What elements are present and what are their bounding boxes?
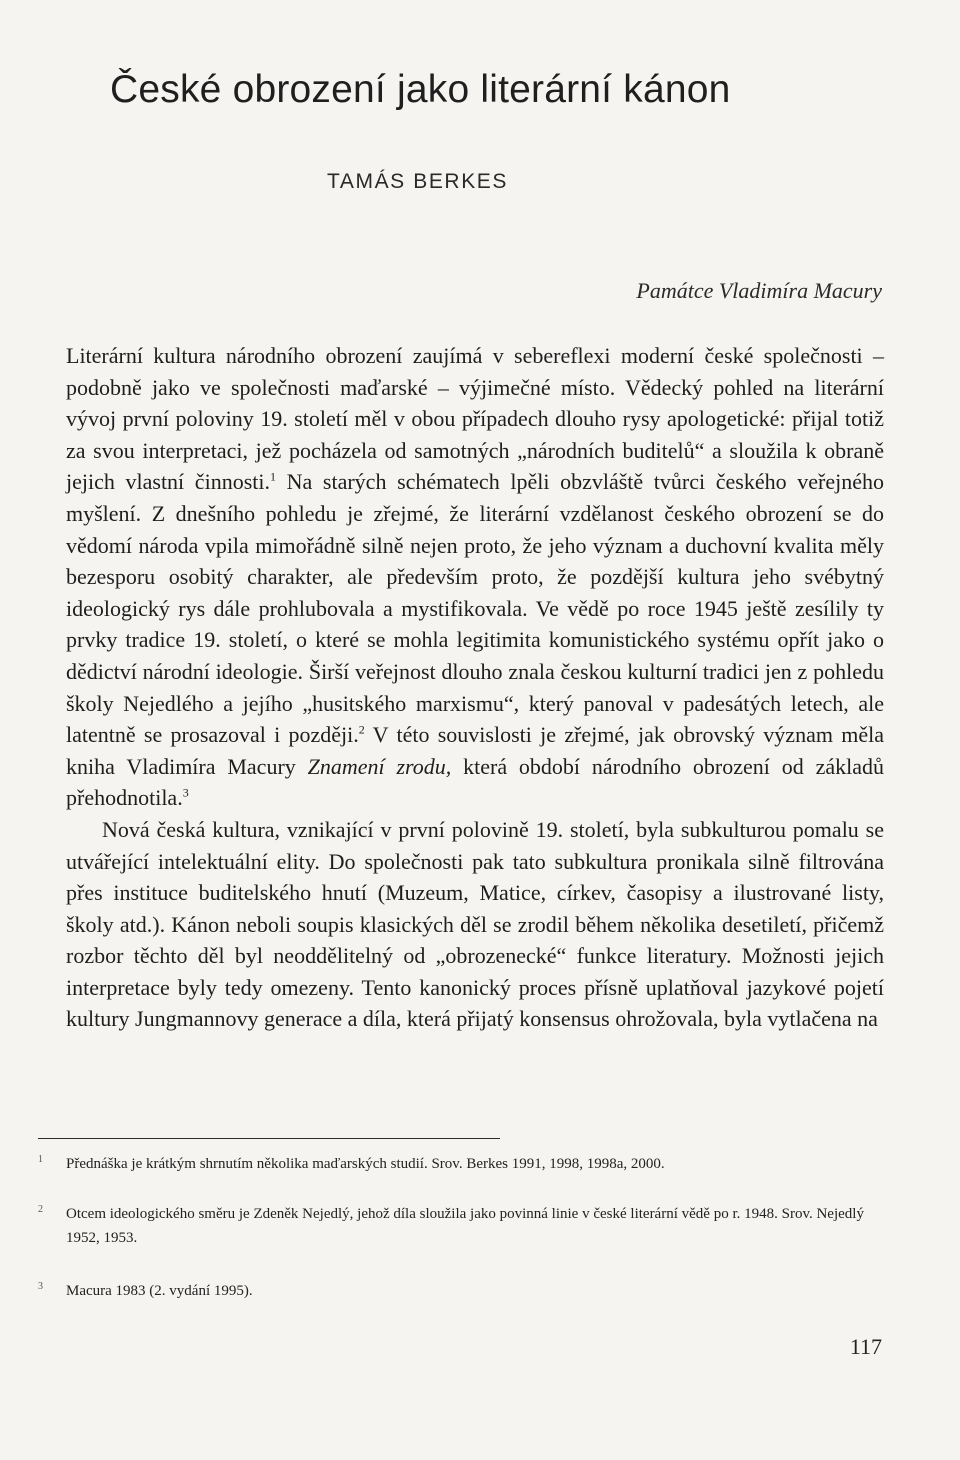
footnote-reference[interactable]: 3 (182, 785, 189, 800)
footnote-3 (38, 1279, 886, 1303)
paragraph-text: Nová česká kultura, vznikající v první polovině 19. století, byla subkulturou pomalu se utvářející intelektuální elity. Do společnosti pak tato subkultura pronikala silně filtrována přes instituce buditelského hnutí (Muzeum, Matice, církev, časopisy a ilustrované listy, školy atd.). Kánon neboli soupis klasických děl se zrodil během několika desetiletí, přičemž rozbor těchto děl byl neoddělitelný od „obrozenecké“ funkce literatury. Možnosti jejich interpretace byly tedy omezeny. Tento kanonický proces přísně uplatňoval jazykové pojetí kultury Jungmannovy generace a díla, která přijatý konsensus ohrožovala, byla vytlačena na (66, 816, 884, 1032)
body-paragraph (66, 340, 884, 814)
footnote-marker: 1 (38, 1154, 43, 1165)
author-name: TAMÁS BERKES (327, 170, 509, 193)
footnote-2 (38, 1202, 886, 1250)
footnote-text: Macura 1983 (2. vydání 1995). (66, 1283, 253, 1299)
footnote-text: Přednáška je krátkým shrnutím několika maďarských studií. Srov. Berkes 1991, 1998, 1998a, 2000. (66, 1156, 665, 1172)
footnote-1 (38, 1152, 886, 1176)
paragraph-text: která období národního obrození od základů přehodnotila. (66, 753, 884, 811)
body-paragraph (66, 814, 884, 1035)
article-title: České obrození jako literární kánon (110, 68, 731, 111)
footnote-reference[interactable]: 1 (269, 470, 276, 485)
paragraph-text: V této souvislosti je zřejmé, jak obrovský význam měla kniha Vladimíra Macury (66, 722, 884, 779)
page-number: 117 (849, 1334, 882, 1359)
footnote-reference[interactable]: 2 (358, 722, 365, 737)
article-body (66, 340, 884, 1035)
footnote-separator (38, 1138, 500, 1139)
footnote-marker: 3 (38, 1281, 43, 1292)
footnote-text: Otcem ideologického směru je Zdeněk Nejedlý, jehož díla sloužila jako povinná linie v české literární vědě po r. 1948. Srov. Nejedlý 1952, 1953. (66, 1206, 864, 1246)
paragraph-text: Na starých schématech lpěli obzvláště tvůrci českého veřejného myšlení. Z dnešního pohledu je zřejmé, že literární vzdělanost českého obrození se do vědomí národa vpila mimořádně silně nejen proto, že jeho význam a duchovní kvalita měly bezesporu osobitý charakter, ale především proto, že pozdější kultura jeho svébytný ideologický rys dále prohlubovala a mystifikovala. Ve vědě po roce 1945 ještě zesílily ty prvky tradice 19. století, o které se mohla legitimita komunistického systému opřít jako o dědictví národní ideologie. Širší veřejnost dlouho znala českou kulturní tradici jen z pohledu školy Nejedlého a jejího „husitského marxismu“, který panoval v padesátých letech, ale latentně se prosazoval i později. (66, 469, 884, 748)
dedication: Památce Vladimíra Macury (636, 278, 882, 303)
footnote-marker: 2 (38, 1204, 43, 1215)
paragraph-text: Literární kultura národního obrození zaujímá v sebereflexi moderní české společnosti – podobně jako ve společnosti maďarské – výjimečné místo. Vědecký pohled na literární vývoj první poloviny 19. století měl v obou případech dlouho rysy apologetické: přijal totiž za svou interpretaci, jež pocházela od samotných „národních buditelů“ a sloužila k obraně jejich vlastní činnosti. (66, 343, 884, 495)
book-title: Znamení zrodu, (307, 753, 452, 779)
